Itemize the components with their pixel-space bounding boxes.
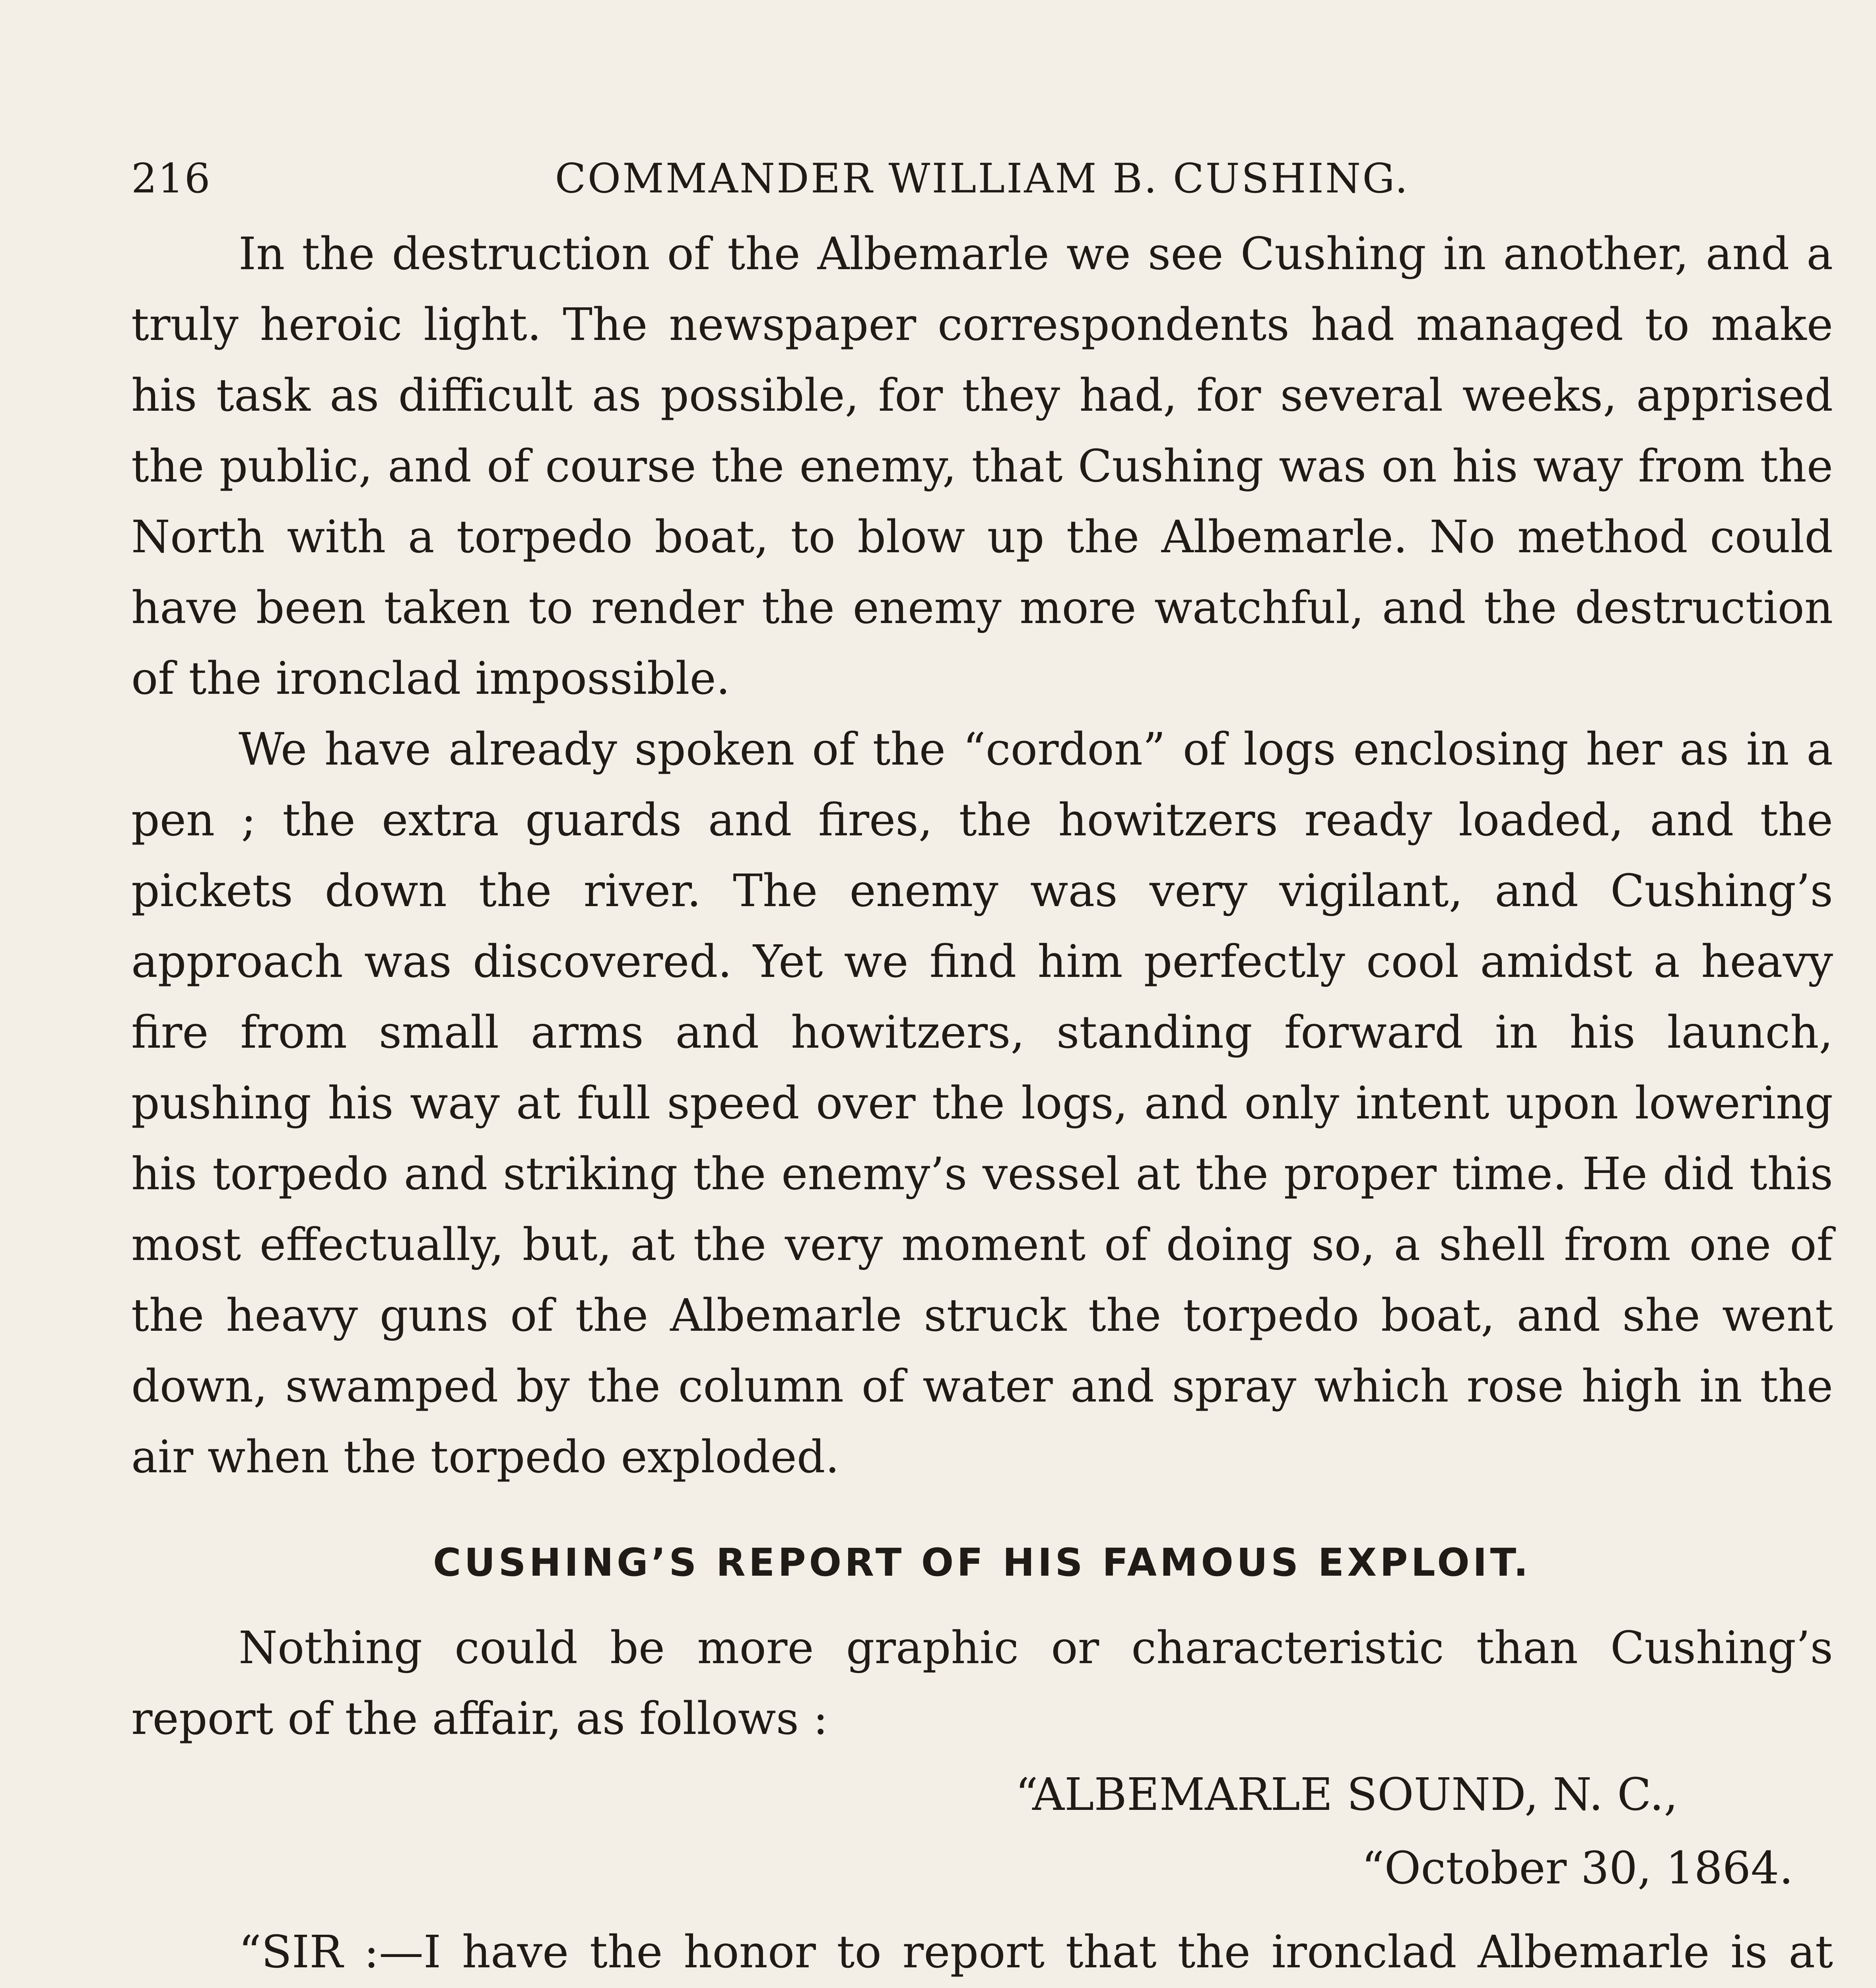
body-paragraph: We have already spoken of the “cordon” of logs enclosing her as in a pen ; the extra guards and fires, the howitzers ready loaded, and the pickets down the river. The enemy was very vigilant, and Cushing’s approach was discovered. Yet we find him perfectly cool amidst a heavy fire from small arms and howitzers, standing forward in his launch, pushing his way at full speed over the logs, and only intent upon lowering his torpedo and striking the enemy’s vessel at the proper time. He did this most effectually, but, at the very moment of doing so, a shell from one of the heavy guns of the Albemarle struck the torpedo boat, and she went down, swamped by the column of water and spray which rose high in the air when the torpedo exploded.	[131, 724, 1833, 1483]
dateline-place: “ALBEMARLE SOUND, N. C.,	[1015, 1769, 1678, 1821]
intro-text	[131, 1613, 1833, 1754]
running-head	[131, 155, 1833, 219]
letter-dateline	[131, 1758, 1833, 1905]
page-number: 216	[131, 155, 211, 202]
dateline-date: “October 30, 1864.	[1361, 1842, 1793, 1894]
narrative-text	[131, 219, 1833, 1493]
section-heading: CUSHING’S REPORT OF HIS FAMOUS EXPLOIT.	[433, 1540, 1531, 1585]
intro-paragraph: Nothing could be more graphic or characteristic than Cushing’s report of the affair, as follows :	[131, 1622, 1833, 1745]
letter-paragraph: “SIR :—I have the honor to report that the ironclad Albemarle is at	[239, 1926, 1833, 1978]
running-title: COMMANDER WILLIAM B. CUSHING.	[555, 155, 1410, 202]
body-paragraph: In the destruction of the Albemarle we see Cushing in another, and a truly heroic light. The newspaper correspondents had managed to make his task as difficult as possible, for they had, for several weeks, apprised the public, and of course the enemy, that Cushing was on his way from the North with a torpedo boat, to blow up the Albemarle. No method could have been taken to render the enemy more watchful, and the destruction of the ironclad impossible.	[131, 228, 1833, 705]
book-page	[131, 155, 1833, 1988]
letter-text	[131, 1921, 1833, 1988]
